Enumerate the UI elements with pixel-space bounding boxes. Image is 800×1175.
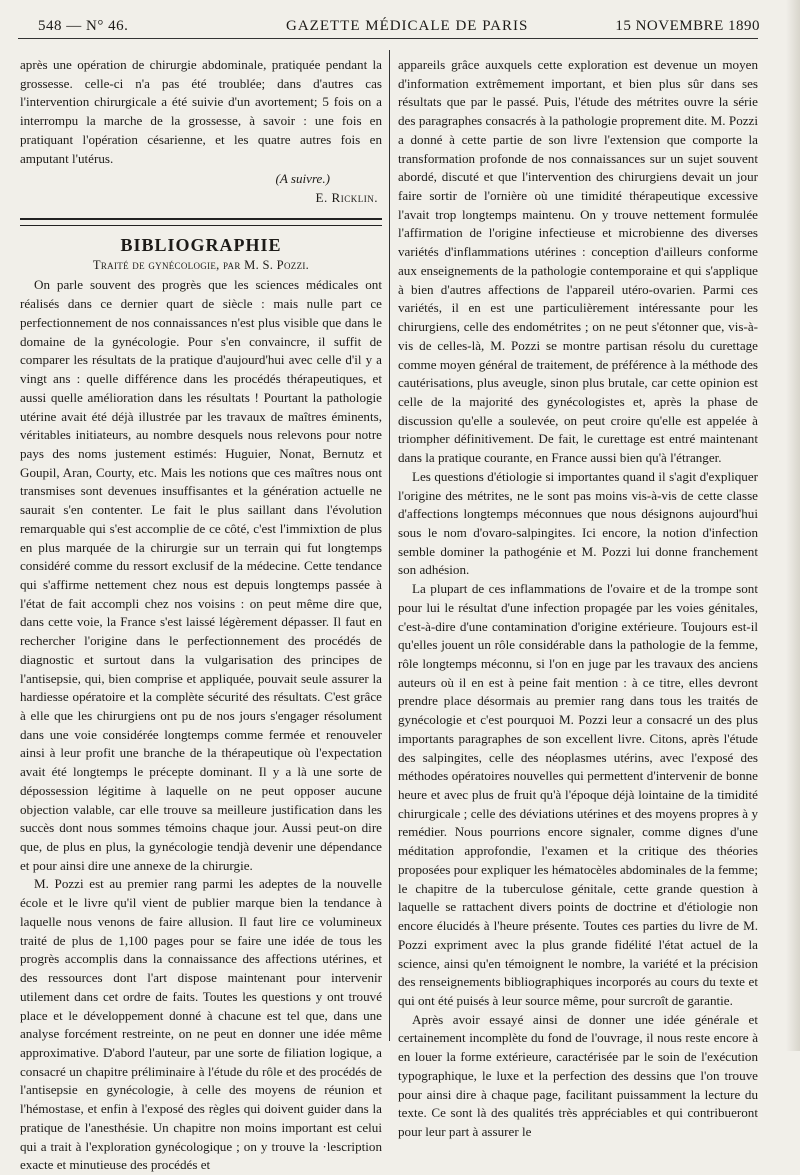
section-title: BIBLIOGRAPHIE bbox=[120, 234, 282, 255]
body-paragraph: M. Pozzi est au premier rang parmi les adeptes de la nouvelle école et le livre qu'il vient de publier marque bien la tendance à laquelle nous venons de faire allusion. Il faut lire ce volumineux traité de plus de 1,100 pages pour se faire une idée de tous les progrès accomplis dans la connaissance des affections utérines, et des ressources dont l'art dispose maintenant pour intervenir utilement dans cet ordre de faits. Toutes les questions y ont trouvé place et le développement donné à chacune est tel que, dans une analyse forcément restreinte, on ne peut en donner une idée même approximative. D'abord l'auteur, par une sorte de filiation logique, a consacré un chapitre préliminaire à l'étude du rôle et des procédés de l'antisepsie en gynécologie, à celle des moyens de réunion et l'hémostase, et enfin à l'exposé des règles qui doivent guider dans la pratique de l'anesthésie. Un chapitre non moins important est celui qui a trait à l'exploration gynécologique ; on y trouve la ·lescription exacte et minutieuse des procédés et bbox=[20, 876, 382, 1173]
issue-date: 15 NOVEMBRE 1890 bbox=[615, 18, 760, 34]
body-paragraph: On parle souvent des progrès que les sciences médicales ont réalisés dans ce dernier quart de siècle : mais nulle part ce perfectionnement de nos connaissances n'est plus visible que dans le domaine de la gynécologie. Pour s'en convaincre, il suffit de comparer les résultats de la pratique d'aujourd'hui avec celle d'il y a vingt ans : quelle différence dans les procédés thérapeutiques, et aussi quelle amélioration dans les résultats ! Pourtant la pathologie utérine avait été déjà illustrée par les travaux de maîtres éminents, véritables initiateurs, au nombre desquels nous relevons pour notre pays des noms justement estimés: Huguier, Nonat, Bernutz et Goupil, Aran, Courty, etc. Mais les notions que ces maîtres nous ont transmises sont devenues insuffisantes et la génération actuelle ne saurait s'en contenter. Le fait le plus saillant dans l'évolution remarquable qui s'est accomplie de ce côté, c'est l'immixtion de plus en plus marquée de la chirurgie sur un terrain qui fut longtemps considéré comme du ressort exclusif de la médecine. Cette tendance qui s'affirme nettement chez nous est depuis longtemps passée à l'état de fait accompli chez nos voisins : on peut même dire que, dans cette voie, la France s'est laissé légèrement dépasser. Il faut en rechercher l'origine dans le perfectionnement des procédés de diagnostic et surtout dans la vulgarisation des principes de l'antisepsie, qui, bien comprise et appliquée, pouvait seule assurer la hardiesse opératoire et la complète sécurité des résultats. C'est grâce à elle que les chirurgiens ont pu de nos jours s'engager résolument dans une voie considérée longtemps comme fermée et renouveler ainsi à leur profit une branche de la thérapeutique où l'expectation avait été longtemps le précepte dominant. Il y a là une sorte de dépossession légitime à laquelle on ne peut opposer aucune objection valable, car elle trouve sa meilleure justification dans les succès dont nous sommes témoins chaque jour. Aussi peut-on dire que, de plus en plus, la gynécologie tendjà devenir une dépendance et pour ainsi dire une annexe de la chirurgie. bbox=[20, 277, 382, 873]
review-subtitle bbox=[20, 256, 382, 275]
journal-title: GAZETTE MÉDICALE DE PARIS bbox=[286, 18, 529, 34]
to-be-continued: (A suivre.) bbox=[275, 171, 330, 187]
column-divider bbox=[389, 50, 390, 1041]
section-divider bbox=[20, 218, 382, 226]
body-paragraph: La plupart de ces inflammations de l'ovaire et de la trompe sont pour lui le résultat d'une infection propagée par les voies génitales, c'est-à-dire d'une contamination d'origine extérieure. Toujours est-il qu'elles jouent un rôle considérable dans la pathologie de la femme, rôle longtemps méconnu, si l'on en juge par les travaux des anciens auteurs où il en est à peine fait mention : à ce titre, elles devront prendre place désormais au premier rang dans tous les traités de gynécologie et c'est pourquoi M. Pozzi leur a consacré un des plus importants paragraphes de son excellent livre. Citons, après l'étude des salpingites, celle des néoplasmes utérins, avec l'exposé des méthodes opératoires nouvelles qui permettent d'intervenir de bonne heure et avec plus de fruit qu'à l'époque déjà lointaine de la timidité chirurgicale ; celle des déviations utérines et des moyens propres à y remédier. Nous pourrions encore signaler, comme dignes d'une méditation approfondie, l'examen et la critique des théories proposées pour expliquer les hématocèles abdominales de la femme; le chapitre de la tuberculose génitale, cette grande question à laquelle se rattachent divers points de doctrine et d'étiologie non encore élucidés à l'heure présente. Toutes ces parties du livre de M. Pozzi expriment avec la plus grande fidélité l'état actuel de la science, ainsi qu'en témoignent le nombre, la variété et la précision des renseignements bibliographiques incorporés au cours du texte et qui ont été puisés à leur source même, pour surcroît de garantie. bbox=[398, 581, 758, 1008]
left-column bbox=[20, 56, 382, 1173]
intro-paragraph: après une opération de chirurgie abdominale, pratiquée pendant la grossesse. celle-ci n'a pas été troublée; dans d'autres cas l'intervention chirurgicale a été suivie d'un avortement; 5 fois on a interrompu la marche de la grossesse, à savoir : une fois en pratiquant l'opération césarienne, et les quatre autres fois en amputant l'utérus. bbox=[20, 57, 382, 166]
body-paragraph: appareils grâce auxquels cette exploration est devenue un moyen d'information extrêmement important, et bien plus sûr dans ses résultats que par le passé. Puis, l'étude des métrites ouvre la série des paragraphes consacrés à la pathologie proprement dite. M. Pozzi a donné à cette partie de son livre l'extension que comporte la transformation profonde de nos connaissances sur un sujet souvent abordé, discuté et que l'intervention des chirurgiens devait un jour faire sortir de l'ornière où une timidité thérapeutique excessive l'avait trop longtemps maintenu. On y trouve nettement formulée l'affirmation de l'origine infectieuse et microbienne des diverses variétés d'inflammations utérines : conception d'ailleurs conforme aux enseignements de la pathologie contemporaine et qui s'applique à bien d'autres affections de l'appareil utéro-ovarien. Parmi ces variétés, il en est une particulièrement intéressante pour les chirurgiens, celle des endométrites ; on ne peut s'étonner que, vis-à-vis de celles-là, M. Pozzi se montre partisan résolu du curettage comme moyen général de traitement, de préférence à la méthode des cautérisations, plus aveugle, sinon plus brutale, car cette opinion est celle de la majorité des gynécologistes et, après la phase de discussion qu'elle a soulevée, on peut croire qu'elle est appelée à triompher définitivement. De fait, le curettage est entré maintenant dans la pratique courante, en France aussi bien qu'à l'étranger. bbox=[398, 57, 758, 466]
page-number: 548 — N° 46. bbox=[38, 18, 129, 34]
review-subtitle-text: Traité de gynécologie, par M. S. Pozzi. bbox=[92, 257, 310, 272]
article-author bbox=[20, 189, 382, 208]
right-column bbox=[398, 56, 758, 1139]
author-name: E. Ricklin. bbox=[315, 190, 378, 206]
body-paragraph: Les questions d'étiologie si importantes quand il s'agit d'expliquer l'origine des métrites, ne le sont pas moins vis-à-vis de cette classe d'affections longtemps méconnues que nous désignons aujourd'hui sous le nom d'ovaro-salpingites. Ici encore, la notion d'infection semble dominer la pathogénie et M. Pozzi lui donne franchement son adhésion. bbox=[398, 468, 758, 578]
header-rule bbox=[18, 38, 758, 39]
body-paragraph: Après avoir essayé ainsi de donner une idée générale et certainement incomplète du fond de l'ouvrage, il nous reste encore à en louer la forme extérieure, caractérisée par le soin de l'exécution typographique, le luxe et la perfection des dessins que l'on trouve pour ainsi dire à chaque page, facilitant puissamment la lecture du texte. Ce sont là des qualités très appréciables et qui contribueront pour leur part à assurer le bbox=[398, 1011, 758, 1139]
page-edge-shadow bbox=[786, 0, 800, 1051]
page-header bbox=[14, 14, 760, 38]
